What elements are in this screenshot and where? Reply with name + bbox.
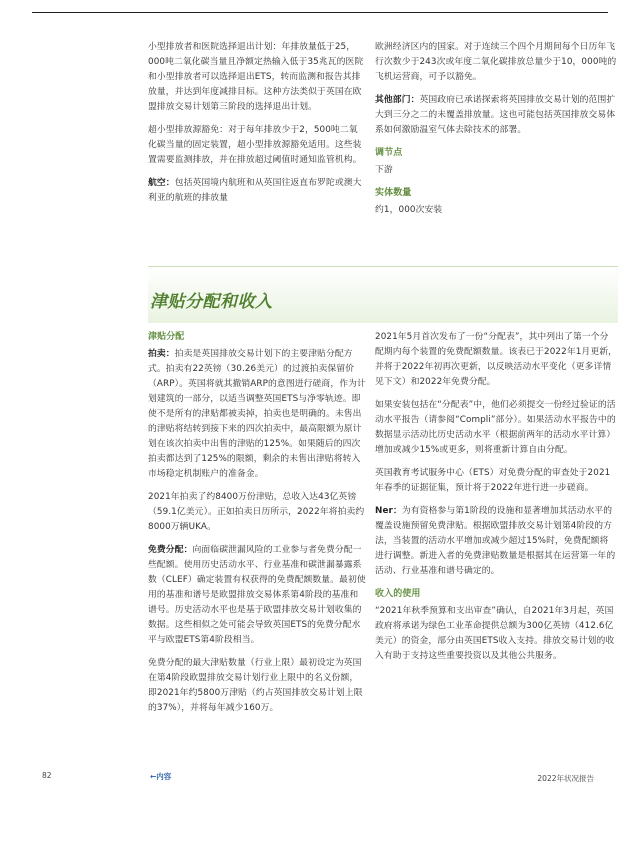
number-of-entities-value: 约1，000次安装 [375, 205, 443, 215]
other-sectors-lead: 其他部门： [375, 95, 420, 105]
other-sectors-paragraph [375, 93, 617, 138]
free-allocation-paragraph [148, 543, 366, 648]
new-entrant-reserve-paragraph [375, 504, 617, 579]
aviation-text: 包括英国境内航班和从英国往返直布罗陀或澳大利亚的航班的排放量 [148, 178, 362, 203]
aviation-continued-paragraph: 欧洲经济区内的国家。对于连续三个四个月期间每个日历年飞行次数少于243次或年度二氧化碳排放总量少于10，000吨的飞机运营商，可予以豁免。 [375, 42, 617, 82]
upper-left-column [148, 40, 366, 214]
aviation-lead: 航空： [148, 178, 175, 188]
new-entrant-reserve-lead: Ner： [375, 506, 402, 516]
page-number: 82 [42, 771, 52, 780]
top-rule [32, 12, 608, 13]
point-of-regulation-value: 下游 [375, 165, 393, 175]
report-label: 2022年状况报告 [537, 774, 594, 783]
industry-cap-paragraph: 免费分配的最大津贴数量（行业上限）最初设定为英国在第4阶段欧盟排放交易计划行业上限中的名义份额，即2021年约5800万津贴（约占英国排放交易计划上限的37%），并将每年减少160万。 [148, 658, 363, 713]
lower-left-column [148, 330, 366, 724]
allocation-heading: 津贴分配 [148, 332, 185, 342]
auction-text: 拍卖是英国排放交易计划下的主要津贴分配方式。拍卖有22英镑（30.26美元）的过渡拍卖保留价（ARP）。英国将就其撤销ARP的意图进行磋商，作为计划建筑的一部分，以适当调整英国ETS与净零轨迹。即使不是所有的津贴都被卖掉，拍卖也是明确的。未售出的津贴将结转到接下来的四次拍卖中，最高限额为原计划在该次拍卖中出售的津贴的125%。如果随后的四次拍卖都达到了125%的限额，剩余的未售出津贴将转入市场稳定机制账户的准备金。 [148, 349, 366, 479]
free-allocation-lead: 免费分配： [148, 545, 193, 555]
auction-lead: 拍卖： [148, 349, 175, 359]
upper-right-column [375, 40, 617, 226]
allocation-table-paragraph: 2021年5月首次发布了一份“分配表”，其中列出了第一个分配期内每个装置的免费配额数量。该表已于2022年1月更新，并将于2022年初再次更新，以反映活动水平变化（更多详情见下文）和2022年免费分配。 [375, 332, 618, 387]
opt-out-paragraph: 小型排放者和医院选择退出计划：年排放量低于25，000吨二氧化碳当量且净额定热输入低于35兆瓦的医院和小型排放者可以选择退出ETS，转而监测和报告其排放量，并达到年度减排目标。这种方法类似于英国在欧盟排放交易计划第三阶段的选择退出计划。 [148, 42, 364, 112]
other-sectors-text: 英国政府已承诺探索将英国排放交易计划的范围扩大到三分之二的未覆盖排放量。这也可能包括英国排放交易体系如何激励温室气体去除技术的部署。 [375, 95, 616, 135]
use-of-revenue-heading: 收入的使用 [375, 589, 421, 599]
back-to-contents-link[interactable]: ←内容 [150, 772, 172, 781]
activity-report-paragraph: 如果安装包括在“分配表”中，他们必须提交一份经过验证的活动水平报告（请参阅“Compli”部分）。如果活动水平报告中的数据显示活动比历史活动水平（根据前两年的活动水平计算）增加或减少15%或更多，则将重新计算自由分配。 [375, 400, 616, 455]
auction-2021-paragraph: 2021年拍卖了约8400万份津贴，总收入达43亿英镑（59.1亿美元）。正如拍卖日历所示，2022年将拍卖约8000万辆UKA。 [148, 492, 365, 532]
auction-paragraph [148, 347, 366, 482]
aviation-paragraph [148, 176, 366, 206]
small-emitter-exemption-paragraph: 超小型排放源豁免：对于每年排放少于2，500吨二氧化碳当量的固定装置，超小型排放源豁免适用。这些装置需要监测排放，并在排放超过阈值时通知监管机构。 [148, 125, 362, 165]
point-of-regulation-heading: 调节点 [375, 148, 403, 158]
section-title: 津贴分配和收入 [150, 292, 273, 312]
review-paragraph: 英国教育考试服务中心（ETS）对免费分配的审查处于2021年春季的证据征集，预计将于2022年进行进一步磋商。 [375, 468, 611, 493]
use-of-revenue-paragraph: “2021年秋季预算和支出审查”确认，自2021年3月起，英国政府将承诺为绿色工业革命提供总额为300亿英镑（412.6亿美元）的资金，部分由英国ETS收入支持。排放交易计划的收入有助于支持这些重要投资以及其他公共服务。 [375, 606, 615, 661]
lower-right-column [375, 330, 617, 672]
free-allocation-text: 向面临碳泄漏风险的工业参与者免费分配一些配额。使用历史活动水平、行业基准和碳泄漏暴露系数（CLEF）确定装置有权获得的免费配额数量。最初使用的基准和谱号是欧盟排放交易体系第4阶段的基准和谱号。历史活动水平也是基于欧盟排放交易计划收集的数据。这些相似之处可能会导致英国ETS的免费分配水平与欧盟ETS第4阶段相当。 [148, 545, 366, 645]
number-of-entities-heading: 实体数量 [375, 188, 412, 198]
new-entrant-reserve-text: 为有资格参与第1阶段的设施和显著增加其活动水平的覆盖设施预留免费津贴。根据欧盟排放交易计划第4阶段的方法，当装置的活动水平增加或减少超过15%时，免费配额将进行调整。新进入者的免费津贴数量是根据其在运营第一年的活动、行业基准和谱号确定的。 [375, 506, 616, 576]
